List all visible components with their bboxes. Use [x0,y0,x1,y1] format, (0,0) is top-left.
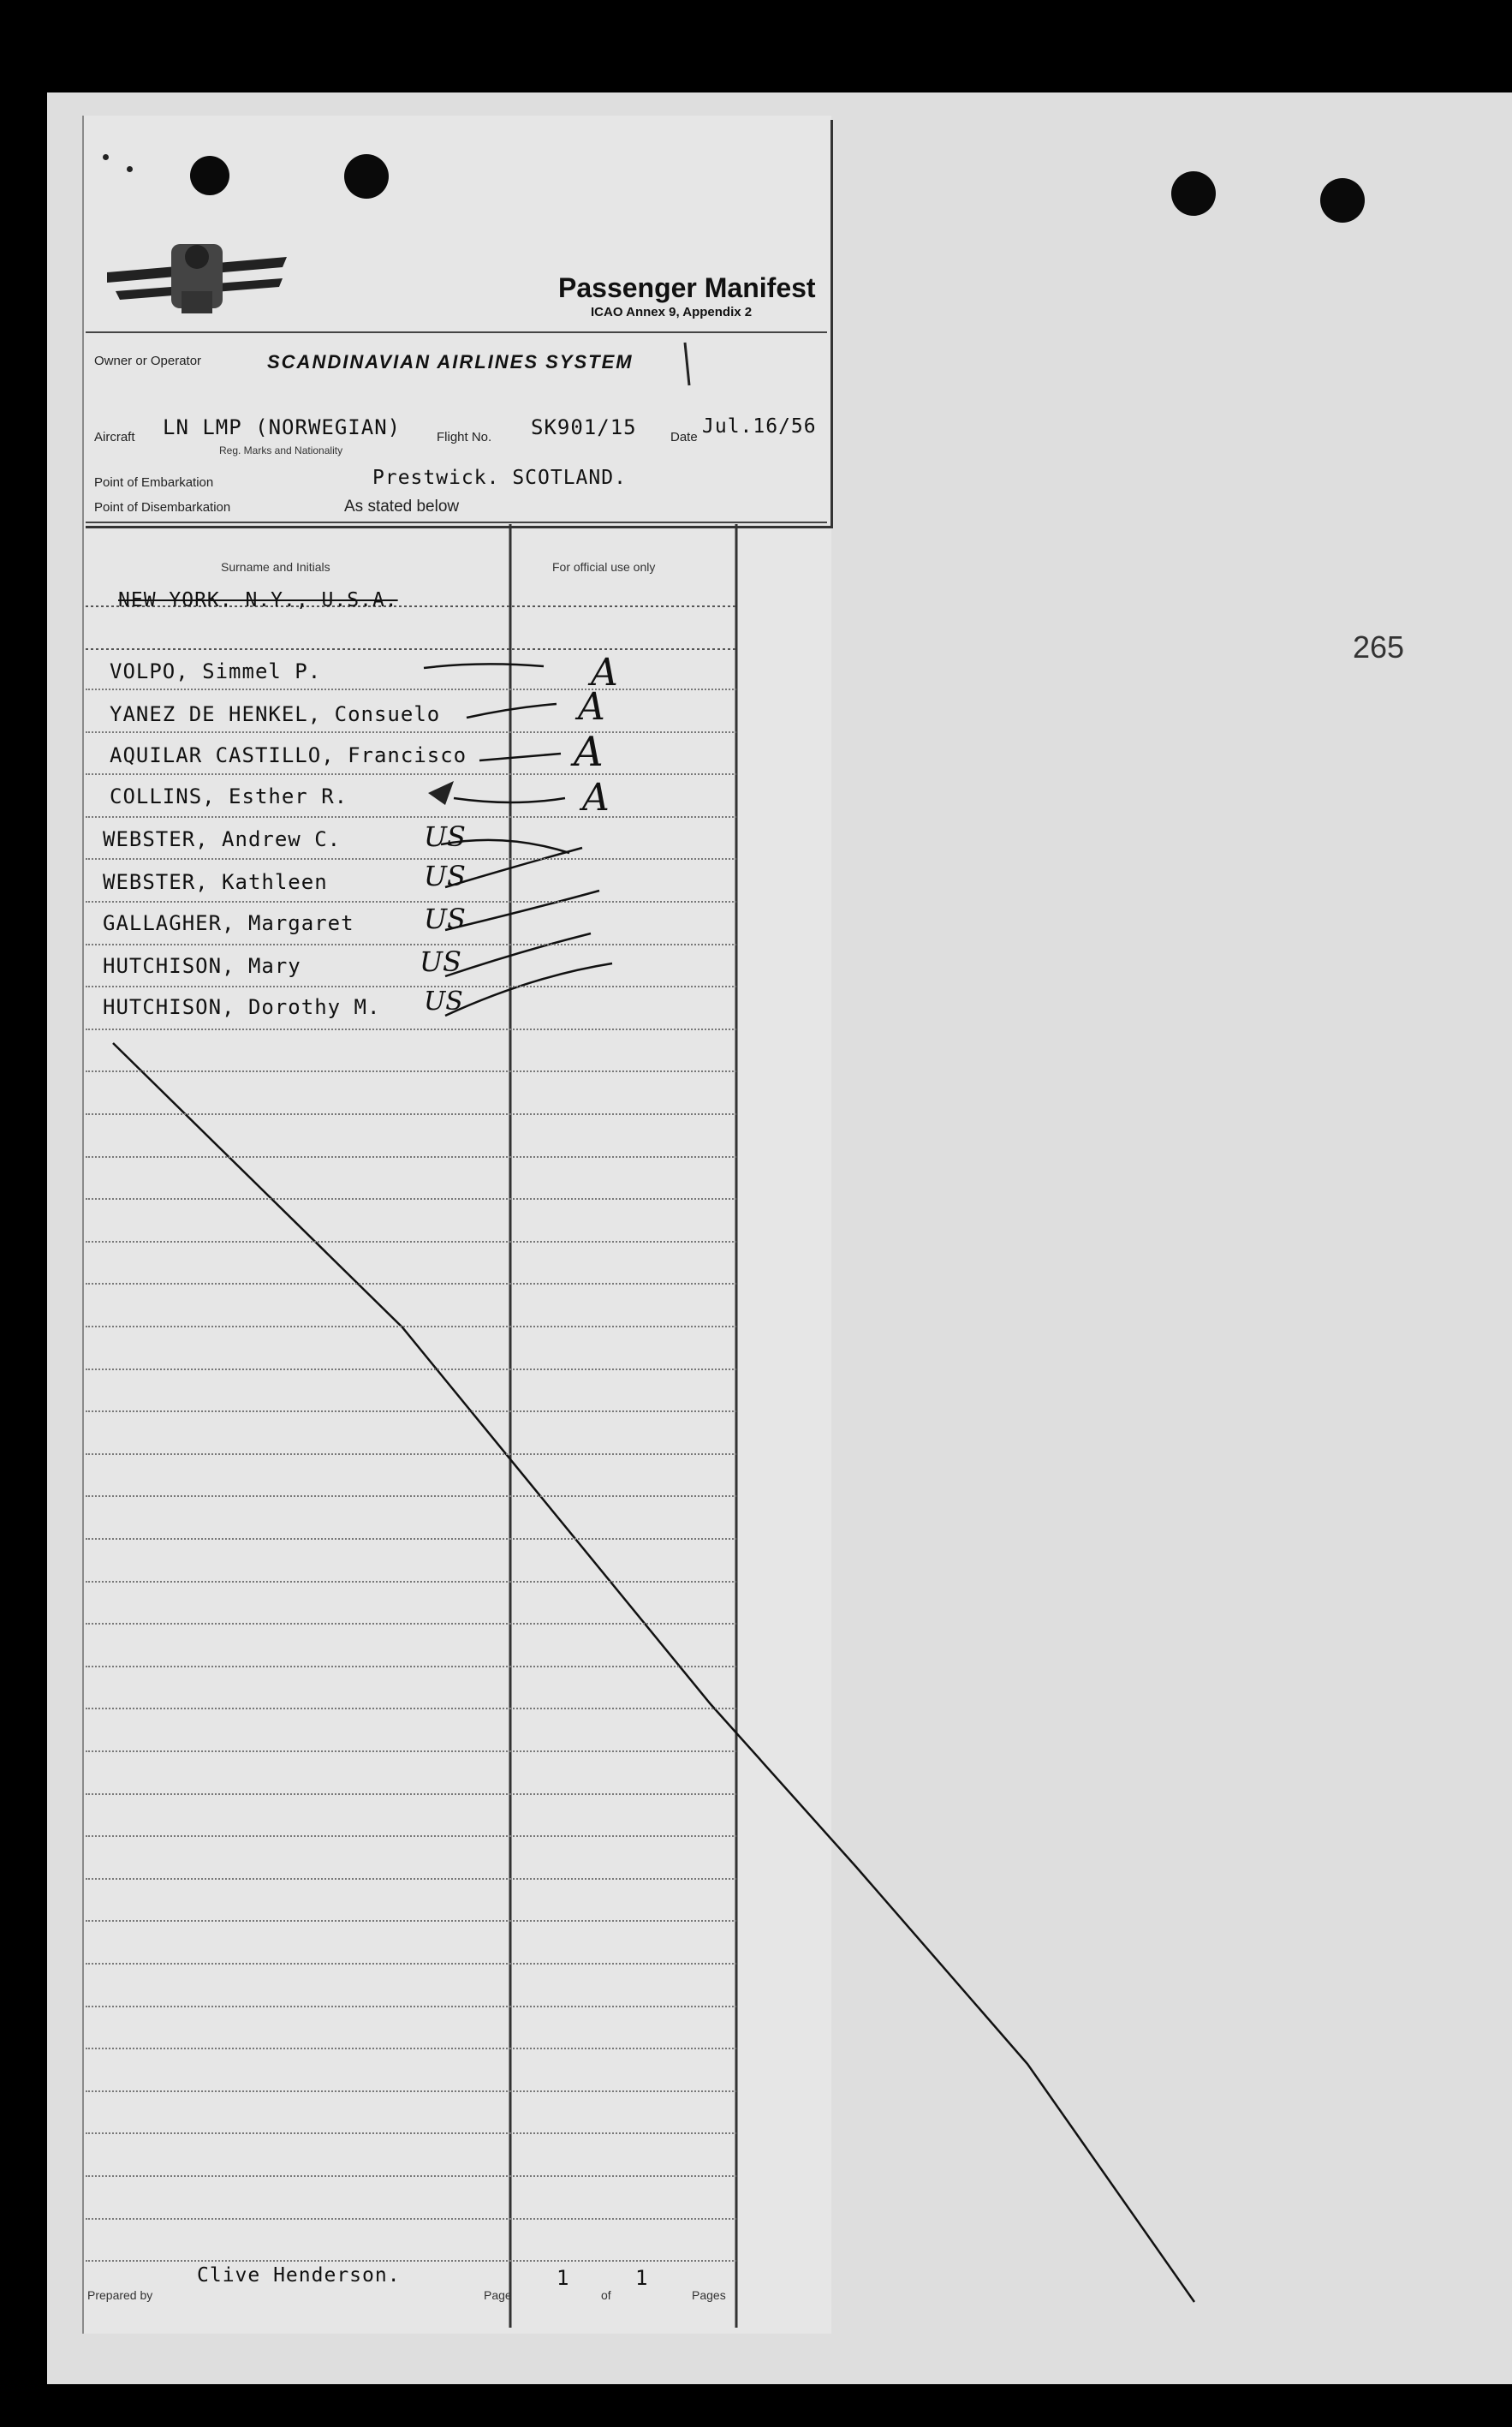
embarkation-label: Point of Embarkation [94,475,214,490]
row-rule [86,1326,736,1327]
row-rule [86,2132,736,2134]
flight-value: SK901/15 [531,415,637,439]
row-rule [86,1369,736,1370]
of-label: of [601,2288,611,2302]
row-rule [86,858,736,860]
passenger-name: AQUILAR CASTILLO, Francisco [110,743,467,767]
row-rule [86,2175,736,2177]
owner-label: Owner or Operator [94,354,202,368]
embarkation-value: Prestwick. SCOTLAND. [372,467,627,489]
disembarkation-value: As stated below [344,498,460,516]
row-rule [86,689,736,690]
official-mark: US [424,903,466,935]
official-mark: A [582,776,610,820]
row-rule [86,1241,736,1243]
passenger-name: HUTCHISON, Dorothy M. [103,995,381,1019]
aircraft-label: Aircraft [94,430,135,444]
passenger-name: HUTCHISON, Mary [103,954,301,978]
owner-value: SCANDINAVIAN AIRLINES SYSTEM [267,351,634,373]
page-label: Page [484,2288,512,2302]
disembarkation-label: Point of Disembarkation [94,500,231,515]
page-total: 1 [635,2266,649,2290]
row-rule [86,986,736,987]
passenger-name: WEBSTER, Andrew C. [103,827,342,851]
row-rule [86,1113,736,1115]
row-rule [86,1070,736,1072]
passenger-name: WEBSTER, Kathleen [103,870,328,894]
row-rule [86,1750,736,1752]
row-rule [86,1283,736,1285]
row-rule [86,1878,736,1880]
row-rule [86,1666,736,1667]
page-number: 1 [557,2266,570,2290]
aircraft-value: LN LMP (NORWEGIAN) [163,415,402,439]
aircraft-sublabel: Reg. Marks and Nationality [219,444,343,456]
row-rule [86,1623,736,1625]
row-rule [86,1835,736,1837]
archive-stamp-number: 265 [1353,629,1405,665]
pages-label: Pages [692,2288,726,2302]
prepared-by-label: Prepared by [87,2288,153,2302]
row-rule [86,901,736,903]
passenger-name: VOLPO, Simmel P. [110,659,322,683]
row-rule [86,1495,736,1497]
row-rule [86,2218,736,2220]
date-value: Jul.16/56 [702,415,817,438]
passenger-name: COLLINS, Esther R. [110,784,348,808]
row-rule [86,1581,736,1583]
flight-label: Flight No. [437,430,492,444]
official-mark: US [420,945,461,978]
row-rule [86,2260,736,2262]
official-mark: US [424,987,463,1017]
row-rule [86,2006,736,2007]
official-mark: A [574,728,604,776]
official-mark: US [424,820,466,853]
official-mark: A [591,651,618,695]
row-rule [86,1198,736,1200]
row-rule [86,1029,736,1030]
official-mark: US [424,860,466,892]
row-rule [86,1410,736,1412]
row-rule [86,2048,736,2049]
row-rule [86,2090,736,2092]
row-rule [86,1453,736,1455]
col-names-header: Surname and Initials [221,560,330,574]
passenger-name: YANEZ DE HENKEL, Consuelo [110,702,441,726]
airline-logo-icon [107,244,287,313]
row-rule [86,1963,736,1965]
row-rule [86,1793,736,1795]
row-rule [86,731,736,733]
row-rule [86,1920,736,1922]
form-subtitle: ICAO Annex 9, Appendix 2 [591,305,753,319]
row-rule [86,944,736,945]
form-title: Passenger Manifest [558,272,816,303]
col-official-header: For official use only [552,560,656,574]
passenger-name: GALLAGHER, Margaret [103,911,354,935]
destination: NEW YORK. N.Y., U.S.A. [118,589,398,611]
date-label: Date [670,430,698,444]
prepared-by-value: Clive Henderson. [197,2264,401,2287]
row-rule [86,1156,736,1158]
row-rule [86,816,736,818]
row-rule [86,1538,736,1540]
row-rule [86,773,736,775]
official-mark: A [578,685,605,729]
row-rule [86,1708,736,1709]
